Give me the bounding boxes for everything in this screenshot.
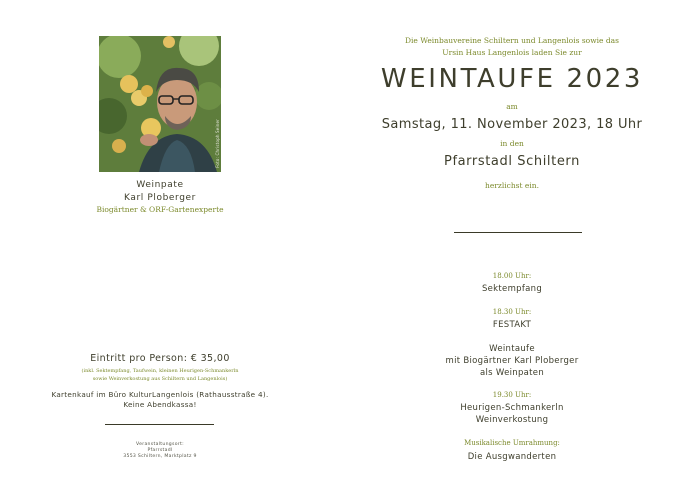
invitation-text: Ursin Haus Langenlois laden Sie zur [442, 48, 582, 57]
program-item: Weinverkostung [475, 415, 549, 425]
entry-note: sowie Weinverkostung aus Schiltern und Langenlois) [92, 376, 228, 382]
patron-photo [99, 36, 221, 172]
program-item: mit Biogärtner Karl Ploberger [445, 356, 579, 366]
patron-name: Karl Ploberger [124, 193, 196, 203]
divider [454, 232, 582, 233]
patron-role: Weinpate [136, 180, 184, 190]
entry-note: (inkl. Sektempfang, Taufwein, kleinen Heurigen-Schmankerln [81, 368, 239, 374]
program-time: 18.30 Uhr: [492, 308, 532, 316]
program-item: als Weinpaten [479, 368, 545, 378]
program-item: Weintaufe [489, 344, 535, 354]
program-item: Die Ausgwanderten [467, 452, 557, 462]
divider [105, 424, 214, 425]
greeting-text: herzlichst ein. [485, 181, 539, 190]
program-item: Heurigen-Schmankerln [460, 403, 564, 413]
venue-address: 3553 Schiltern, Marktplatz 9 [123, 454, 197, 459]
ticket-info: Kartenkauf im Büro KulturLangenlois (Rathausstraße 4). [51, 390, 269, 399]
connector-text: am [506, 102, 518, 111]
right-page [341, 0, 683, 490]
event-date: Samstag, 11. November 2023, 18 Uhr [381, 117, 643, 132]
invitation-text: Die Weinbauvereine Schiltern und Langenlois sowie das [405, 36, 619, 45]
entry-price: Eintritt pro Person: € 35,00 [90, 353, 230, 364]
patron-description: Biogärtner & ORF-Gartenexperte [96, 205, 224, 214]
event-venue: Pfarrstadl Schiltern [444, 154, 580, 169]
program-time: 19.30 Uhr: [492, 391, 532, 399]
ticket-info: Keine Abendkassa! [123, 400, 197, 409]
venue-label: Veranstaltungsort: [136, 442, 184, 447]
patron-photo-image [99, 36, 221, 172]
program-item: Sektempfang [481, 284, 543, 294]
connector-text: in den [500, 139, 524, 148]
event-title: WEINTAUFE 2023 [380, 64, 644, 94]
program-time: 18.00 Uhr: [492, 272, 532, 280]
program-item: FESTAKT [492, 320, 532, 330]
left-page [0, 0, 341, 490]
program-time: Musikalische Umrahmung: [464, 439, 560, 447]
photo-credit: Foto: Christoph Seiner [215, 119, 220, 168]
venue-name: Pfarrstadl [147, 448, 173, 453]
